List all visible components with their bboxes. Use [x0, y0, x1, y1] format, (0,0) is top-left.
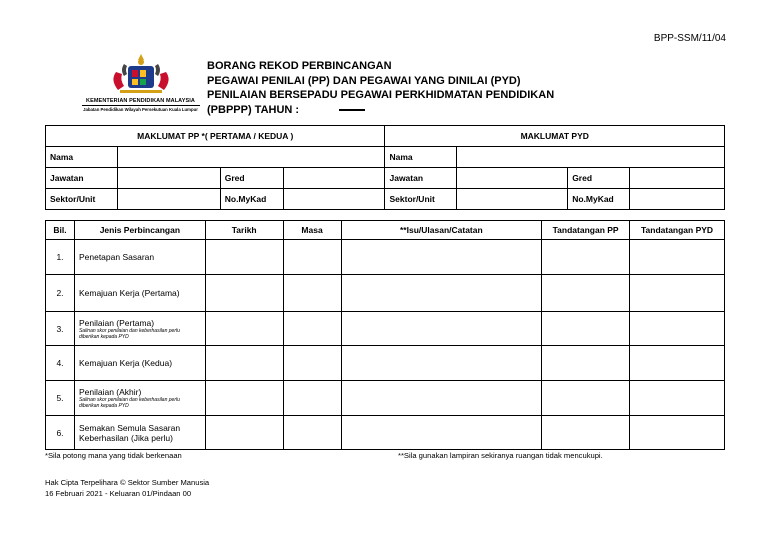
document-code: BPP-SSM/11/04	[653, 33, 726, 44]
version-line: 16 Februari 2021 - Keluaran 01/Pindaan 00	[45, 489, 192, 498]
pp-mykad-label: No.MyKad	[220, 189, 283, 210]
pp-sektor-field[interactable]	[117, 189, 220, 210]
year-blank[interactable]	[339, 109, 365, 111]
table-row	[46, 381, 725, 416]
table-row	[46, 346, 725, 381]
row-label: Kemajuan Kerja (Pertama)	[74, 275, 205, 312]
pyd-nama-label: Nama	[385, 147, 457, 168]
row-number: 2.	[46, 275, 75, 312]
pp-jawatan-field[interactable]	[117, 168, 220, 189]
isu-cell[interactable]	[341, 381, 542, 416]
table-row	[46, 416, 725, 450]
ministry-logo	[58, 52, 223, 124]
masa-cell[interactable]	[283, 240, 341, 275]
header-bil: Bil.	[46, 221, 75, 240]
table-row	[46, 275, 725, 312]
tt-pyd-cell[interactable]	[630, 381, 725, 416]
tarikh-cell[interactable]	[205, 381, 283, 416]
tt-pyd-cell[interactable]	[630, 312, 725, 346]
tt-pp-cell[interactable]	[542, 416, 630, 450]
tarikh-cell[interactable]	[205, 346, 283, 381]
pp-mykad-field[interactable]	[283, 189, 385, 210]
pyd-sektor-field[interactable]	[457, 189, 568, 210]
row-number: 3.	[46, 312, 75, 346]
row-label: Semakan Semula Sasaran Keberhasilan (Jika perlu)	[74, 416, 205, 450]
pp-info-header: MAKLUMAT PP *( PERTAMA / KEDUA )	[46, 126, 385, 147]
pp-gred-field[interactable]	[283, 168, 385, 189]
coat-of-arms-icon	[106, 52, 176, 96]
logo-ministry-name: KEMENTERIAN PENDIDIKAN MALAYSIA	[86, 98, 195, 104]
row-note: Salinan skor penilaian dan keberhasilan perlu diberikan kepada PYD	[78, 327, 180, 340]
row-label: Penetapan Sasaran	[74, 240, 205, 275]
pyd-jawatan-field[interactable]	[457, 168, 568, 189]
tt-pp-cell[interactable]	[542, 381, 630, 416]
discussion-table	[45, 220, 725, 450]
tt-pyd-cell[interactable]	[630, 240, 725, 275]
row-number: 1.	[46, 240, 75, 275]
pp-nama-label: Nama	[46, 147, 118, 168]
title-line-2: PEGAWAI PENILAI (PP) DAN PEGAWAI YANG DINILAI (PYD)	[207, 74, 521, 87]
header-tarikh: Tarikh	[205, 221, 283, 240]
pp-sektor-label: Sektor/Unit	[46, 189, 118, 210]
row-number: 5.	[46, 381, 75, 416]
table-row	[46, 240, 725, 275]
pyd-info-header: MAKLUMAT PYD	[385, 126, 725, 147]
info-table	[45, 125, 725, 210]
pyd-mykad-label: No.MyKad	[568, 189, 630, 210]
masa-cell[interactable]	[283, 416, 341, 450]
isu-cell[interactable]	[341, 346, 542, 381]
isu-cell[interactable]	[341, 416, 542, 450]
pp-gred-label: Gred	[220, 168, 283, 189]
table-row	[46, 312, 725, 346]
tt-pp-cell[interactable]	[542, 312, 630, 346]
row-note: Salinan skor penilaian dan keberhasilan perlu diberikan kepada PYD	[78, 397, 180, 409]
attachment-note: **Sila gunakan lampiran sekiranya ruangan tidak mencukupi.	[398, 451, 603, 460]
tarikh-cell[interactable]	[205, 275, 283, 312]
masa-cell[interactable]	[283, 381, 341, 416]
pyd-nama-field[interactable]	[457, 147, 725, 168]
pyd-jawatan-label: Jawatan	[385, 168, 457, 189]
pp-nama-field[interactable]	[117, 147, 385, 168]
logo-department-name: Jabatan Pendidikan Wilayah Persekutuan Kuala Lumpur	[83, 107, 198, 112]
tt-pp-cell[interactable]	[542, 346, 630, 381]
row-number: 4.	[46, 346, 75, 381]
title-line-3: PENILAIAN BERSEPADU PEGAWAI PERKHIDMATAN PENDIDIKAN	[207, 89, 555, 102]
form-title	[207, 59, 554, 117]
title-line-1: BORANG REKOD PERBINCANGAN	[207, 60, 392, 72]
tt-pp-cell[interactable]	[542, 275, 630, 312]
header-masa: Masa	[283, 221, 341, 240]
masa-cell[interactable]	[283, 312, 341, 346]
tarikh-cell[interactable]	[205, 312, 283, 346]
isu-cell[interactable]	[341, 275, 542, 312]
isu-cell[interactable]	[341, 240, 542, 275]
row-label: Penilaian (Akhir) Salinan skor penilaian dan keberhasilan perlu diberikan kepada PYD	[74, 381, 205, 416]
tt-pyd-cell[interactable]	[630, 275, 725, 312]
header-isu: **Isu/Ulasan/Catatan	[341, 221, 542, 240]
tt-pyd-cell[interactable]	[630, 416, 725, 450]
pyd-mykad-field[interactable]	[630, 189, 725, 210]
row-label: Penilaian (Pertama) Salinan skor penilaian dan keberhasilan perlu diberikan kepada PYD	[74, 312, 205, 346]
strike-note: *Sila potong mana yang tidak berkenaan	[45, 451, 182, 460]
title-line-4: (PBPPP) TAHUN :	[207, 103, 554, 118]
pyd-gred-field[interactable]	[630, 168, 725, 189]
tarikh-cell[interactable]	[205, 416, 283, 450]
tt-pp-cell[interactable]	[542, 240, 630, 275]
tarikh-cell[interactable]	[205, 240, 283, 275]
row-number: 6.	[46, 416, 75, 450]
header-jenis: Jenis Perbincangan	[74, 221, 205, 240]
masa-cell[interactable]	[283, 346, 341, 381]
row-label: Kemajuan Kerja (Kedua)	[74, 346, 205, 381]
copyright-line: Hak Cipta Terpelihara © Sektor Sumber Manusia	[45, 478, 210, 487]
pp-jawatan-label: Jawatan	[46, 168, 118, 189]
masa-cell[interactable]	[283, 275, 341, 312]
copyright-footer	[45, 477, 209, 499]
header-tandatangan-pp: Tandatangan PP	[542, 221, 630, 240]
logo-divider	[82, 105, 200, 106]
tt-pyd-cell[interactable]	[630, 346, 725, 381]
header-tandatangan-pyd: Tandatangan PYD	[630, 221, 725, 240]
pyd-sektor-label: Sektor/Unit	[385, 189, 457, 210]
pyd-gred-label: Gred	[568, 168, 630, 189]
isu-cell[interactable]	[341, 312, 542, 346]
